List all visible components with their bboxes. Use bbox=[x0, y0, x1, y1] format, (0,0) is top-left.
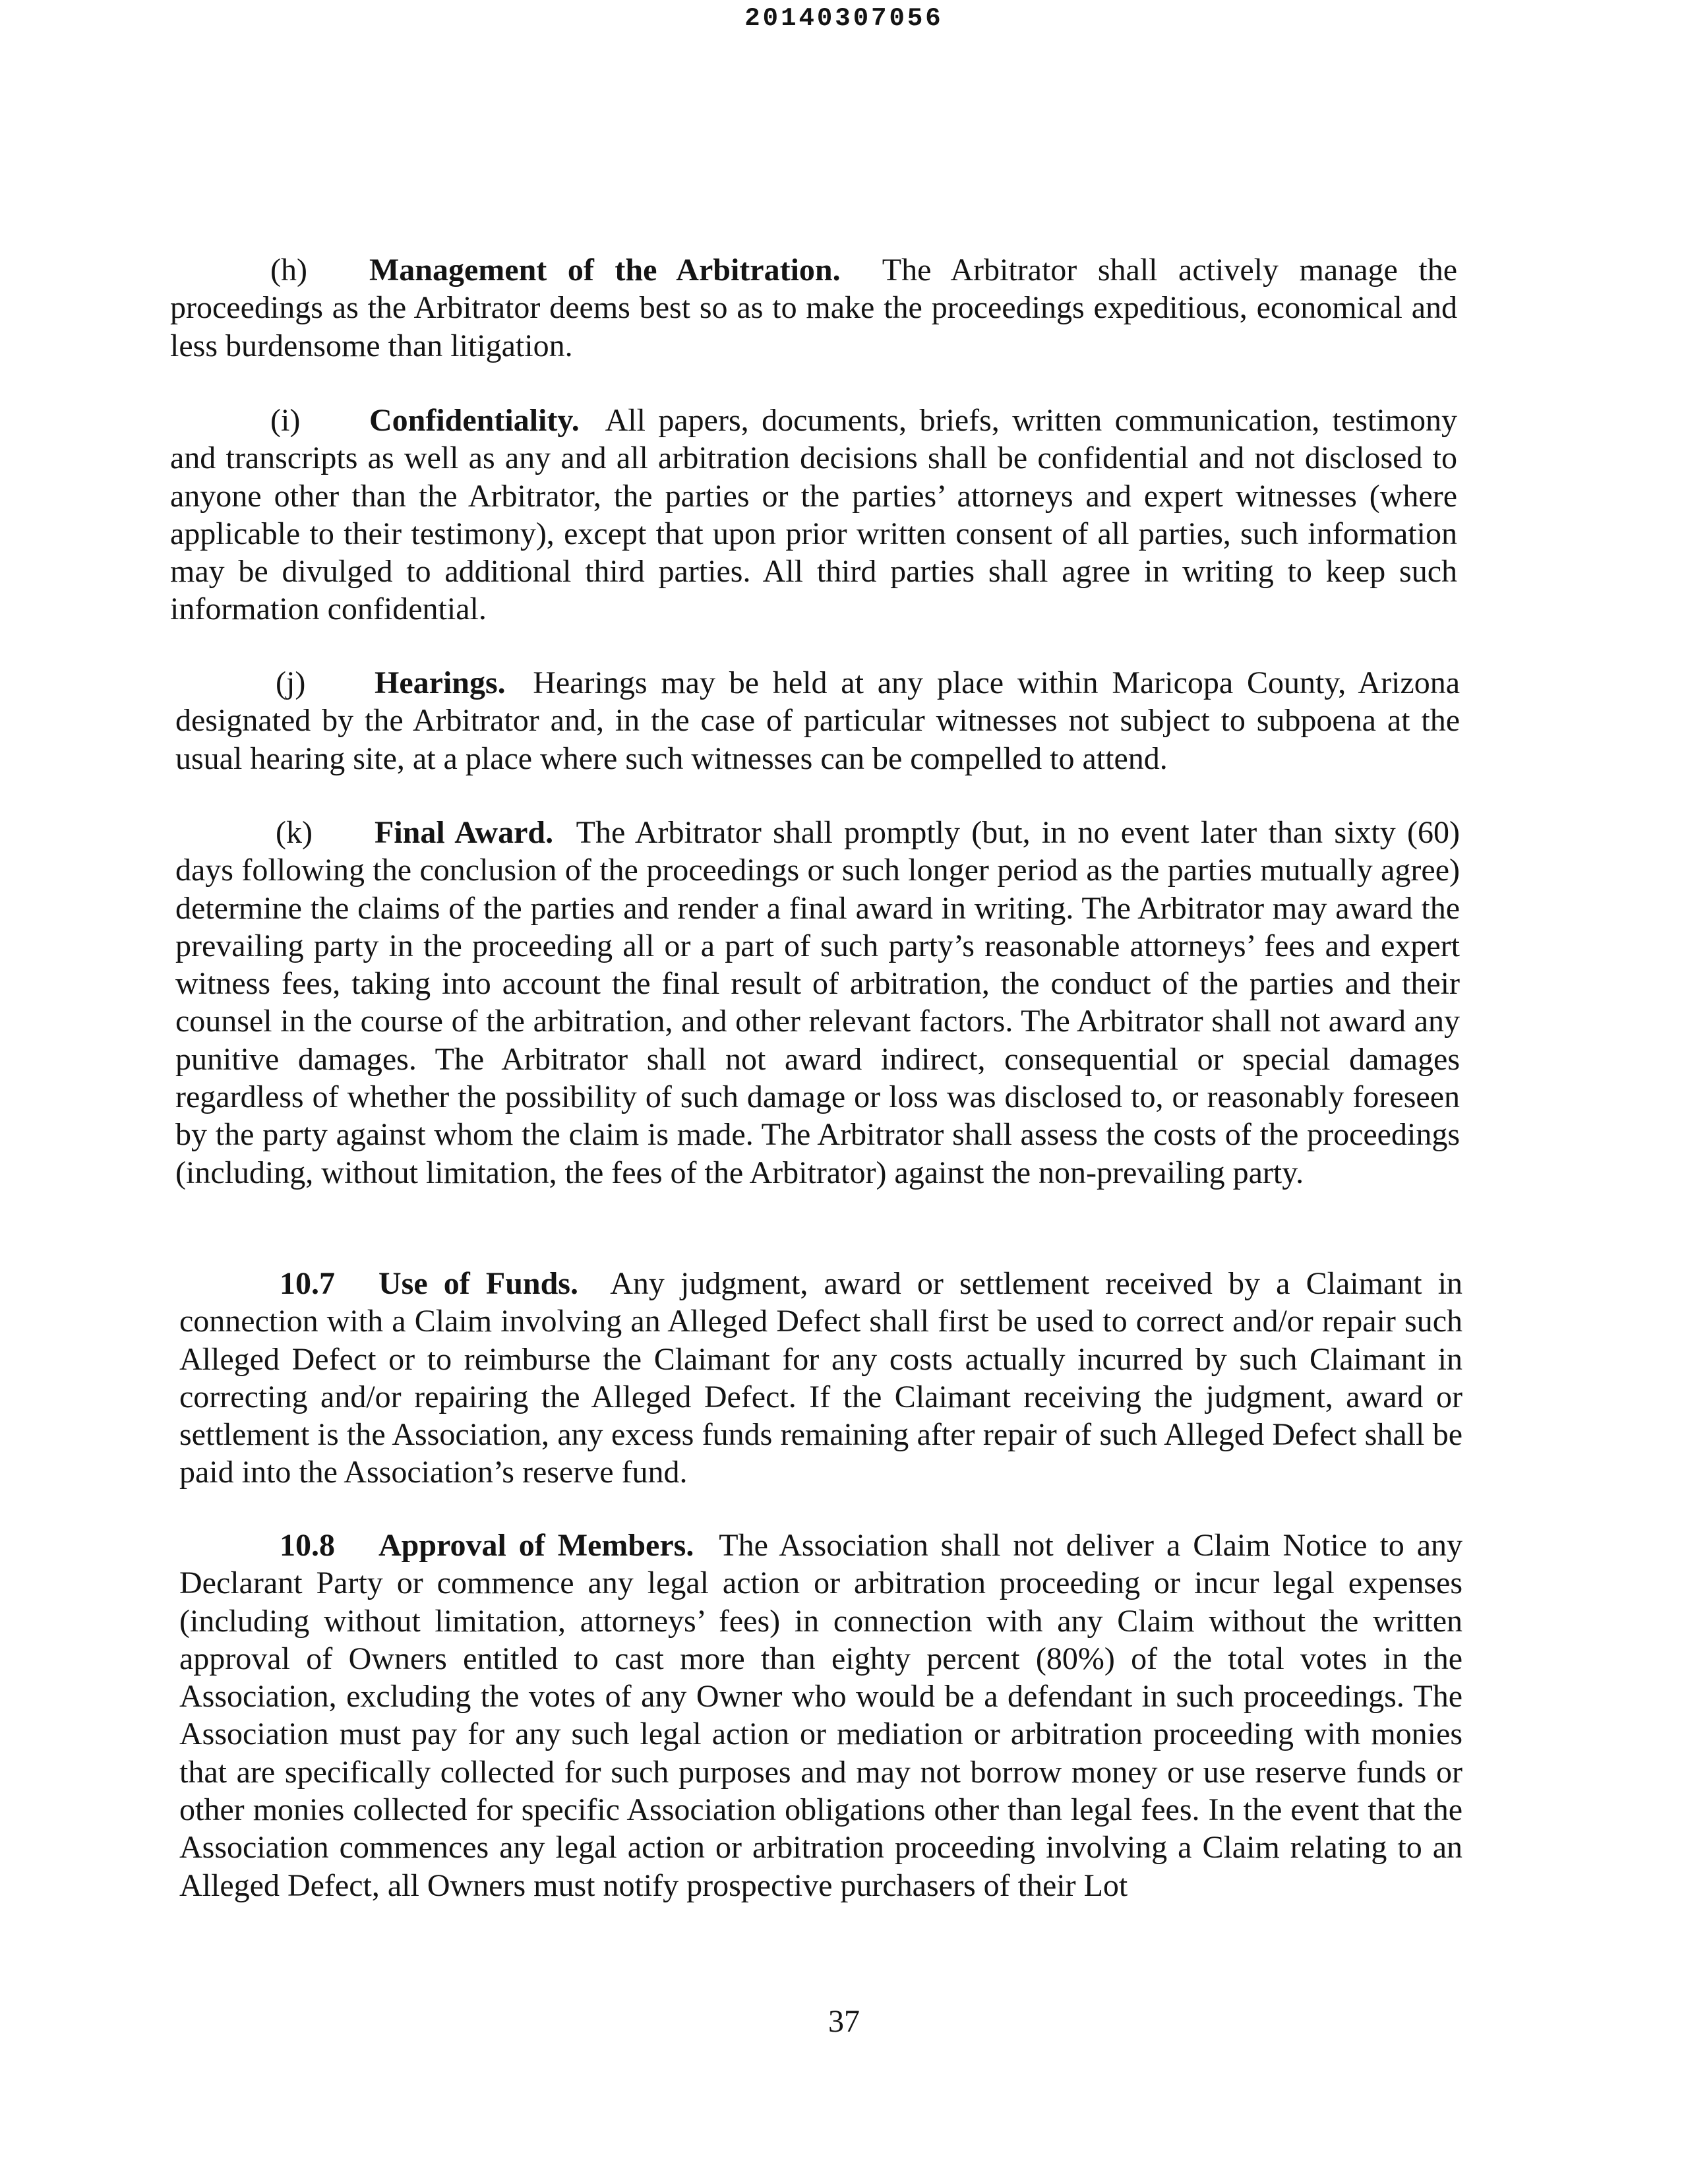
section-10-7 bbox=[179, 1265, 1462, 1492]
paragraph-h bbox=[170, 251, 1457, 365]
paragraph-heading: Confidentiality. bbox=[369, 403, 580, 438]
paragraph-heading: Management of the Arbitration. bbox=[369, 253, 841, 288]
paragraph-body: The Arbitrator shall actively manage the proceedings as the Arbitrator deems best so as to make the proceedings expeditious, economical and less burdensome than litigation. bbox=[170, 253, 1458, 363]
section-heading: Approval of Members. bbox=[378, 1528, 694, 1563]
paragraph-body: All papers, documents, briefs, written communication, testimony and transcripts as well as any and all arbitration decisions shall be confidential and not disclosed to anyone other than the Arbitrator, the parties or the parties’ attorneys and expert witnesses (where applicable to their testimony), except that upon prior written consent of all parties, such information may be divulged to additional third parties. All third parties shall agree in writing to keep such information confidential. bbox=[170, 403, 1457, 627]
paragraph-heading: Hearings. bbox=[375, 665, 506, 700]
paragraph-marker: (j) bbox=[276, 665, 306, 700]
section-heading: Use of Funds. bbox=[378, 1266, 578, 1301]
section-body: Any judgment, award or settlement received by a Claimant in connection with a Claim involving an Alleged Defect shall first be used to correct and/or repair such Alleged Defect or to reimburse the Claimant for any costs actually incurred by such Claimant in correcting and/or repairing the Alleged Defect. If the Claimant receiving the judgment, award or settlement is the Association, any excess funds remaining after repair of such Alleged Defect shall be paid into the Association’s reserve fund. bbox=[179, 1266, 1463, 1490]
paragraph-heading: Final Award. bbox=[375, 815, 554, 850]
page-number: 37 bbox=[828, 2004, 860, 2039]
paragraph-k bbox=[175, 814, 1460, 1192]
paragraph-i bbox=[170, 402, 1457, 628]
paragraph-body: The Arbitrator shall promptly (but, in no event later than sixty (60) days following the conclusion of the proceedings or such longer period as the parties mutually agree) determine the claims of the parties and render a final award in writing. The Arbitrator may award the prevailing party in the proceeding all or a part of such party’s reasonable attorneys’ fees and expert witness fees, taking into account the final result of arbitration, the conduct of the parties and their counsel in the course of the arbitration, and other relevant factors. The Arbitrator shall not award any punitive damages. The Arbitrator shall not award indirect, consequential or special damages regardless of whether the possibility of such damage or loss was disclosed to, or reasonably foreseen by the party against whom the claim is made. The Arbitrator shall assess the costs of the proceedings (including, without limitation, the fees of the Arbitrator) against the non-prevailing party. bbox=[175, 815, 1460, 1190]
section-number: 10.7 bbox=[280, 1266, 335, 1301]
paragraph-j bbox=[175, 664, 1460, 777]
paragraph-marker: (i) bbox=[270, 403, 301, 438]
section-10-8 bbox=[179, 1527, 1462, 1904]
section-number: 10.8 bbox=[280, 1528, 335, 1563]
paragraph-marker: (h) bbox=[270, 253, 307, 288]
document-number: 20140307056 bbox=[744, 4, 944, 33]
section-body: The Association shall not deliver a Claim Notice to any Declarant Party or commence any legal action or arbitration proceeding or incur legal expenses (including without limitation, attorneys’ fees) in connection with any Claim without the written approval of Owners entitled to cast more than eighty percent (80%) of the total votes in the Association, excluding the votes of any Owner who would be a defendant in such proceedings. The Association must pay for any such legal action or mediation or arbitration proceeding with monies that are specifically collected for such purposes and may not borrow money or use reserve funds or other monies collected for specific Association obligations other than legal fees. In the event that the Association commences any legal action or arbitration proceeding involving a Claim relating to an Alleged Defect, all Owners must notify prospective purchasers of their Lot bbox=[179, 1528, 1463, 1903]
paragraph-body: Hearings may be held at any place within Maricopa County, Arizona designated by the Arbitrator and, in the case of particular witnesses not subject to subpoena at the usual hearing site, at a place where such witnesses can be compelled to attend. bbox=[175, 665, 1460, 776]
paragraph-marker: (k) bbox=[276, 815, 313, 850]
